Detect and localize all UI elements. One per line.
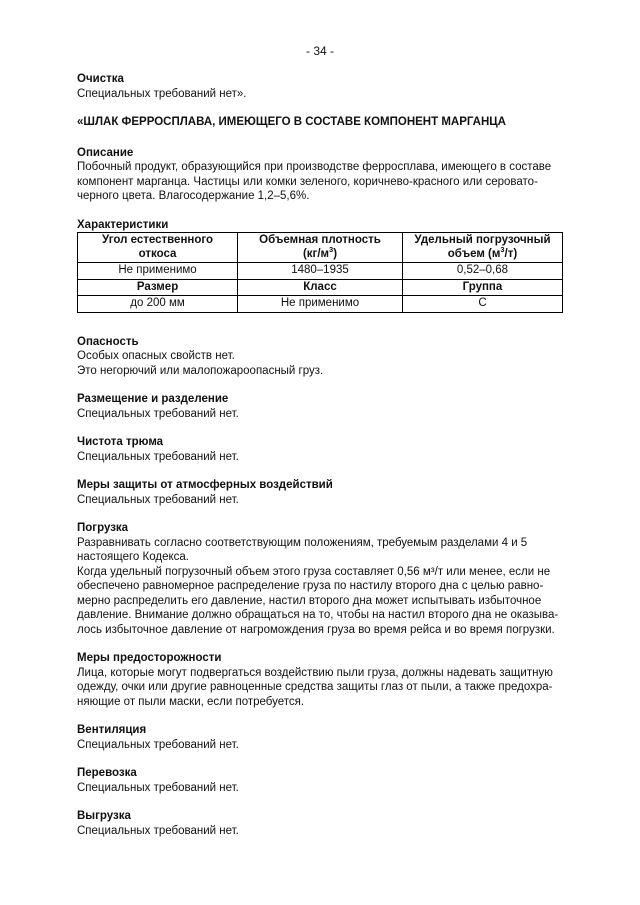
characteristics-table (77, 232, 563, 313)
hazard-heading: Опасность (77, 335, 139, 348)
header-density-end: ) (333, 247, 338, 260)
table-header-row (78, 279, 563, 296)
section-ventilation (77, 723, 563, 752)
header-angle-line2: откоса (138, 247, 177, 260)
precautions-line: одежду, очки или другие равноценные средства защиты глаз от пыли, а также предохра- (77, 681, 553, 693)
weather-text: Специальных требований нет. (77, 493, 239, 506)
loading-line: мерно распределить его давление, настил второго дна может испытывать избыточное (77, 594, 542, 607)
description-line: черного цвета. Влагосодержание 1,2–5,6%. (77, 190, 310, 202)
header-volume-end: /т) (504, 247, 518, 260)
header-angle-line1: Угол естественного (102, 234, 214, 246)
ventilation-text: Специальных требований нет. (77, 738, 239, 751)
header-volume-line1: Удельный погрузочный (414, 234, 551, 246)
section-discharge (77, 809, 563, 838)
hazard-line: Это негорючий или малопожароопасный груз. (77, 364, 324, 377)
table-cell: Не применимо (238, 296, 403, 313)
header-size: Размер (78, 279, 238, 296)
loading-heading: Погрузка (77, 522, 129, 534)
header-density-unit: (кг/м (302, 247, 330, 260)
precautions-line: Лица, которые могут подвергаться воздействию пыли груза, должны надевать защитную (77, 666, 553, 679)
section-hazard (77, 335, 563, 379)
section-characteristics (77, 218, 563, 313)
precautions-line: няющие от пыли маски, если потребуется. (77, 695, 305, 708)
description-line: Побочный продукт, образующийся при производстве ферросплава, имеющего в составе (77, 161, 552, 173)
cargo-title: «ШЛАК ФЕРРОСПЛАВА, ИМЕЮЩЕГО В СОСТАВЕ КОМПОНЕНТ МАРГАНЦА (77, 116, 506, 128)
section-precautions (77, 651, 563, 709)
loading-line: настоящего Кодекса. (77, 551, 189, 563)
header-volume (402, 233, 562, 263)
header-volume-unit: объем (м (447, 247, 501, 260)
header-density (238, 233, 403, 263)
description-heading: Описание (77, 146, 134, 159)
hold-cleanliness-heading: Чистота трюма (77, 436, 164, 448)
loading-line: Разравнивать согласно соответствующим положениям, требуемым разделами 4 и 5 (77, 536, 528, 549)
header-density-line1: Объемная плотность (259, 234, 381, 246)
hold-cleanliness-text: Специальных требований нет. (77, 450, 239, 463)
header-density-sup: 3 (329, 244, 334, 254)
loading-line: лось избыточное давление от нагромождения груза во время рейса и во время погрузки. (77, 623, 555, 636)
ventilation-heading: Вентиляция (77, 724, 147, 736)
section-description (77, 146, 563, 204)
carriage-heading: Перевозка (77, 767, 137, 779)
characteristics-heading: Характеристики (77, 218, 169, 231)
stowage-heading: Размещение и разделение (77, 393, 229, 405)
loading-line: давление. Внимание должно обращаться на то, чтобы на настил второго дна не оказыва- (77, 609, 559, 621)
weather-heading: Меры защиты от атмосферных воздействий (77, 479, 333, 491)
header-class: Класс (238, 279, 403, 296)
table-cell: C (402, 296, 562, 313)
hazard-line: Особых опасных свойств нет. (77, 350, 235, 362)
header-angle (78, 233, 238, 263)
cleaning-heading: Очистка (77, 73, 124, 85)
description-line: компонент марганца. Частицы или комки зеленого, коричнево-красного или серовато- (77, 175, 538, 188)
section-carriage (77, 766, 563, 795)
table-cell: Не применимо (78, 263, 238, 280)
page-number: - 34 - (305, 44, 334, 58)
table-cell: 0,52–0,68 (402, 263, 562, 280)
stowage-text: Специальных требований нет. (77, 407, 239, 420)
section-loading (77, 521, 563, 637)
table-cell: до 200 мм (78, 296, 238, 313)
table-header-row (78, 233, 563, 263)
cleaning-text: Специальных требований нет». (77, 87, 247, 100)
table-row (78, 296, 563, 313)
table-row (78, 263, 563, 280)
header-group: Группа (402, 279, 562, 296)
precautions-heading: Меры предосторожности (77, 652, 222, 664)
discharge-heading: Выгрузка (77, 810, 131, 822)
discharge-text: Специальных требований нет. (77, 824, 239, 837)
table-cell: 1480–1935 (238, 263, 403, 280)
carriage-text: Специальных требований нет. (77, 781, 239, 794)
section-hold-cleanliness (77, 435, 563, 464)
loading-line: Когда удельный погрузочный объем этого груза составляет 0,56 м³/т или менее, если не (77, 565, 551, 578)
document-body (77, 72, 563, 852)
header-volume-sup: 3 (500, 244, 505, 254)
section-stowage (77, 392, 563, 421)
section-cleaning (77, 72, 563, 101)
loading-line: обеспечено равномерное распределение груза по настилу второго дна с целью равно- (77, 580, 544, 592)
section-weather (77, 478, 563, 507)
